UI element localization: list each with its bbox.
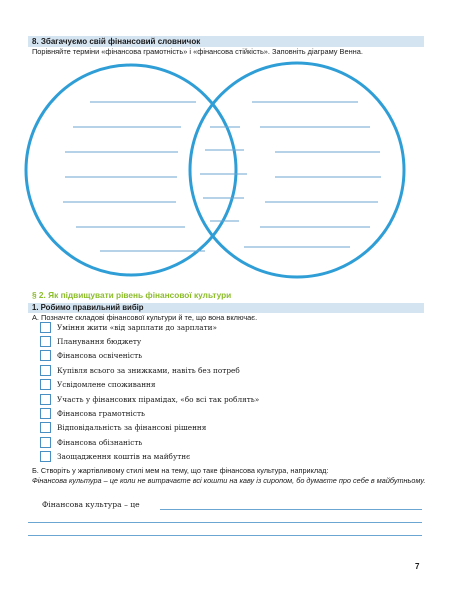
check-item bbox=[40, 421, 259, 435]
venn-diagram bbox=[0, 0, 452, 290]
option-checkbox[interactable] bbox=[40, 422, 51, 433]
option-checkbox[interactable] bbox=[40, 379, 51, 390]
option-label: Фінансова обізнаність bbox=[57, 437, 143, 447]
option-checkbox[interactable] bbox=[40, 437, 51, 448]
option-label: Фінансова грамотність bbox=[57, 409, 145, 419]
option-checkbox[interactable] bbox=[40, 394, 51, 405]
option-label: Участь у фінансових пірамідах, «бо всі так роблять» bbox=[57, 394, 260, 404]
option-label: Планування бюджету bbox=[57, 337, 142, 347]
answer-label: Фінансова культура – це bbox=[42, 500, 140, 509]
answer-line[interactable] bbox=[160, 509, 422, 510]
subtask-title: 1. Робимо правильний вибір bbox=[32, 303, 144, 312]
option-label: Фінансова освіченість bbox=[57, 351, 143, 361]
option-checkbox[interactable] bbox=[40, 336, 51, 347]
check-item bbox=[40, 435, 259, 449]
part-b-instruction: Б. Створіть у жартівливому стилі мем на тему, що таке фінансова культура, наприклад: bbox=[32, 466, 329, 475]
option-checkbox[interactable] bbox=[40, 322, 51, 333]
section-title: § 2. Як підвищувати рівень фінансової культури bbox=[32, 290, 232, 300]
check-item bbox=[40, 320, 259, 334]
part-b-example: Фінансова культура – це коли не витрачаєте всі кошти на каву із сиропом, бо думаєте про себе в майбутньому. bbox=[32, 476, 426, 485]
check-item bbox=[40, 406, 259, 420]
venn-circle-right bbox=[190, 63, 404, 277]
check-item bbox=[40, 392, 259, 406]
task-instruction: Порівняйте терміни «фінансова грамотність» і «фінансова стійкість». Заповніть діаграму Венна. bbox=[32, 47, 363, 56]
part-b bbox=[32, 466, 427, 486]
option-checklist bbox=[40, 320, 259, 464]
check-item bbox=[40, 334, 259, 348]
check-item bbox=[40, 450, 259, 464]
venn-circle-left bbox=[26, 65, 236, 275]
check-item bbox=[40, 378, 259, 392]
answer-line[interactable] bbox=[28, 535, 422, 536]
task-title: 8. Збагачуємо свій фінансовий словничок bbox=[32, 37, 201, 46]
check-item bbox=[40, 349, 259, 363]
option-label: Купівля всього за знижками, навіть без потреб bbox=[57, 365, 240, 375]
option-label: Заощадження коштів на майбутнє bbox=[57, 452, 191, 462]
check-item bbox=[40, 363, 259, 377]
option-label: Уміння жити «від зарплати до зарплати» bbox=[57, 322, 217, 332]
option-checkbox[interactable] bbox=[40, 365, 51, 376]
option-checkbox[interactable] bbox=[40, 451, 51, 462]
option-checkbox[interactable] bbox=[40, 350, 51, 361]
subtask-instruction: А. Позначте складові фінансової культури й те, що вона включає. bbox=[32, 313, 258, 322]
option-label: Відповідальність за фінансові рішення bbox=[57, 423, 207, 433]
option-label: Усвідомлене споживання bbox=[57, 380, 156, 390]
answer-line[interactable] bbox=[28, 522, 422, 523]
option-checkbox[interactable] bbox=[40, 408, 51, 419]
page-number: 7 bbox=[415, 562, 420, 571]
